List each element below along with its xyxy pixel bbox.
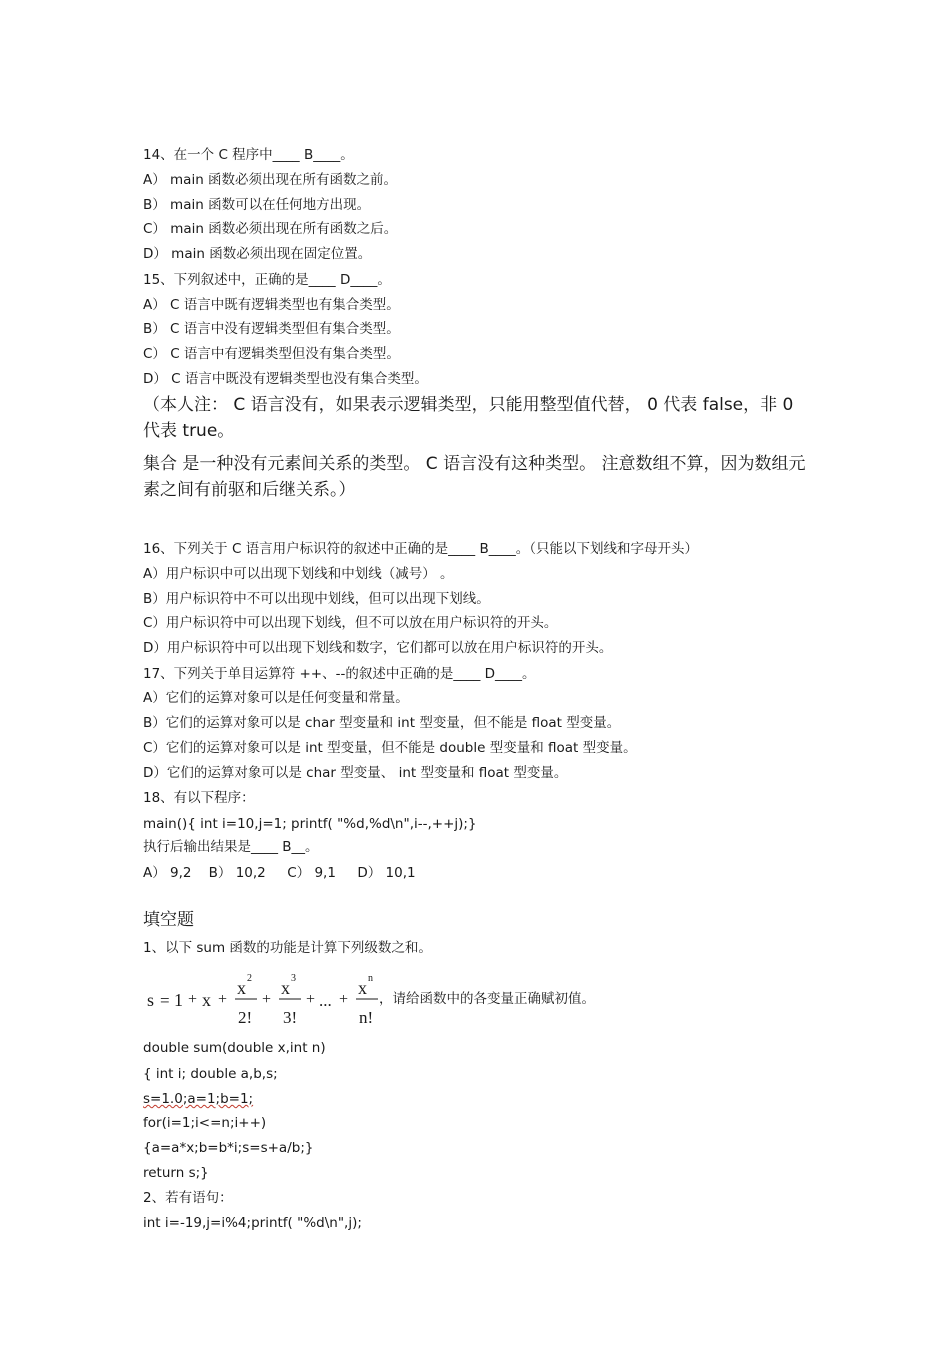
formula-plus-5: + <box>339 991 349 1008</box>
q16-option-b: B）用户标识符中不可以出现中划线，但可以出现下划线。 <box>143 591 490 607</box>
q17-option-d: D）它们的运算对象可以是 char 型变量、 int 型变量和 float 型变量。 <box>143 765 568 781</box>
q16-option-c: C）用户标识符中可以出现下划线，但不可以放在用户标识符的开头。 <box>143 615 558 631</box>
formula-num-2-exp: 3 <box>291 973 296 984</box>
code-line-1: double sum(double x,int n) <box>143 1040 326 1056</box>
q15-note-2: 集合 是一种没有元素间关系的类型。 C 语言没有这种类型。 注意数组不算，因为数组元素之间有前驱和后继关系。） <box>143 454 806 500</box>
formula-dots: ... <box>319 991 332 1010</box>
q14-title: 14、在一个 C 程序中____ B____。 <box>143 147 354 163</box>
formula-num-1-exp: 2 <box>247 973 252 984</box>
q14-option-c: C） main 函数必须出现在所有函数之后。 <box>143 221 398 237</box>
code-line-2: { int i; double a,b,s; <box>143 1066 278 1082</box>
formula-den-3: n! <box>359 1008 374 1027</box>
q15-note-1: （本人注： C 语言没有，如果表示逻辑类型，只能用整型值代替， 0 代表 false，非 0 代表 true。 <box>143 395 794 441</box>
q17-title: 17、下列关于单目运算符 ++、--的叙述中正确的是____ D____。 <box>143 666 536 682</box>
q14-option-d: D） main 函数必须出现在固定位置。 <box>143 246 372 262</box>
q15-option-c: C） C 语言中有逻辑类型但没有集合类型。 <box>143 346 400 362</box>
formula-s: s <box>147 990 155 1010</box>
formula-eq: = <box>160 991 170 1010</box>
q15-option-a: A） C 语言中既有逻辑类型也有集合类型。 <box>143 297 400 313</box>
formula-tail-text: ，请给函数中的各变量正确赋初值。 <box>379 991 595 1007</box>
formula-num-2-x: x <box>281 978 290 998</box>
q18-result: 执行后输出结果是____ B__。 <box>143 839 319 855</box>
q17-option-b: B）它们的运算对象可以是 char 型变量和 int 型变量，但不能是 float 型变量。 <box>143 715 621 731</box>
fill-q2-title: 2、若有语句： <box>143 1190 233 1206</box>
q18-code: main(){ int i=10,j=1; printf( "%d,%d\n",i--,++j);} <box>143 816 477 832</box>
q17-option-c: C）它们的运算对象可以是 int 型变量，但不能是 double 型变量和 float 型变量。 <box>143 740 637 756</box>
formula-plus-2: + <box>218 991 228 1008</box>
formula-num-1-x: x <box>237 978 246 998</box>
formula-one: 1 <box>174 990 183 1010</box>
q14-option-b: B） main 函数可以在任何地方出现。 <box>143 197 371 213</box>
code-line-4: for(i=1;i<=n;i++) <box>143 1115 267 1131</box>
formula-num-3-x: x <box>358 978 367 998</box>
formula-den-2: 3! <box>283 1008 298 1027</box>
formula-x: x <box>202 990 211 1010</box>
code-line-3: s=1.0;a=1;b=1; <box>143 1091 254 1107</box>
fill-q1-title: 1、以下 sum 函数的功能是计算下列级数之和。 <box>143 940 432 956</box>
q16-title: 16、下列关于 C 语言用户标识符的叙述中正确的是____ B____。（只能以下划线和字母开头） <box>143 541 698 557</box>
q18-title: 18、有以下程序： <box>143 790 255 806</box>
code-line-5: {a=a*x;b=b*i;s=s+a/b;} <box>143 1140 314 1156</box>
formula-plus-4: + <box>306 991 316 1008</box>
code-line-6: return s;} <box>143 1165 209 1181</box>
q18-options: A） 9,2 B） 10,2 C） 9,1 D） 10,1 <box>143 865 416 881</box>
series-formula-graphic <box>143 968 383 1030</box>
formula-plus-3: + <box>262 991 272 1008</box>
q15-option-d: D） C 语言中既没有逻辑类型也没有集合类型。 <box>143 371 428 387</box>
formula-num-3-exp: n <box>368 973 373 984</box>
q14-option-a: A） main 函数必须出现在所有函数之前。 <box>143 172 398 188</box>
formula-plus-1: + <box>188 991 198 1008</box>
series-formula <box>143 968 803 1030</box>
q17-option-a: A）它们的运算对象可以是任何变量和常量。 <box>143 690 409 706</box>
formula-den-1: 2! <box>238 1008 253 1027</box>
q16-option-d: D）用户标识符中可以出现下划线和数字，它们都可以放在用户标识符的开头。 <box>143 640 613 656</box>
q16-option-a: A）用户标识中可以出现下划线和中划线（减号） 。 <box>143 566 454 582</box>
q15-option-b: B） C 语言中没有逻辑类型但有集合类型。 <box>143 321 400 337</box>
fill-heading: 填空题 <box>143 910 194 930</box>
fill-q2-code: int i=-19,j=i%4;printf( "%d\n",j); <box>143 1215 362 1231</box>
q15-title: 15、下列叙述中，正确的是____ D____。 <box>143 272 391 288</box>
